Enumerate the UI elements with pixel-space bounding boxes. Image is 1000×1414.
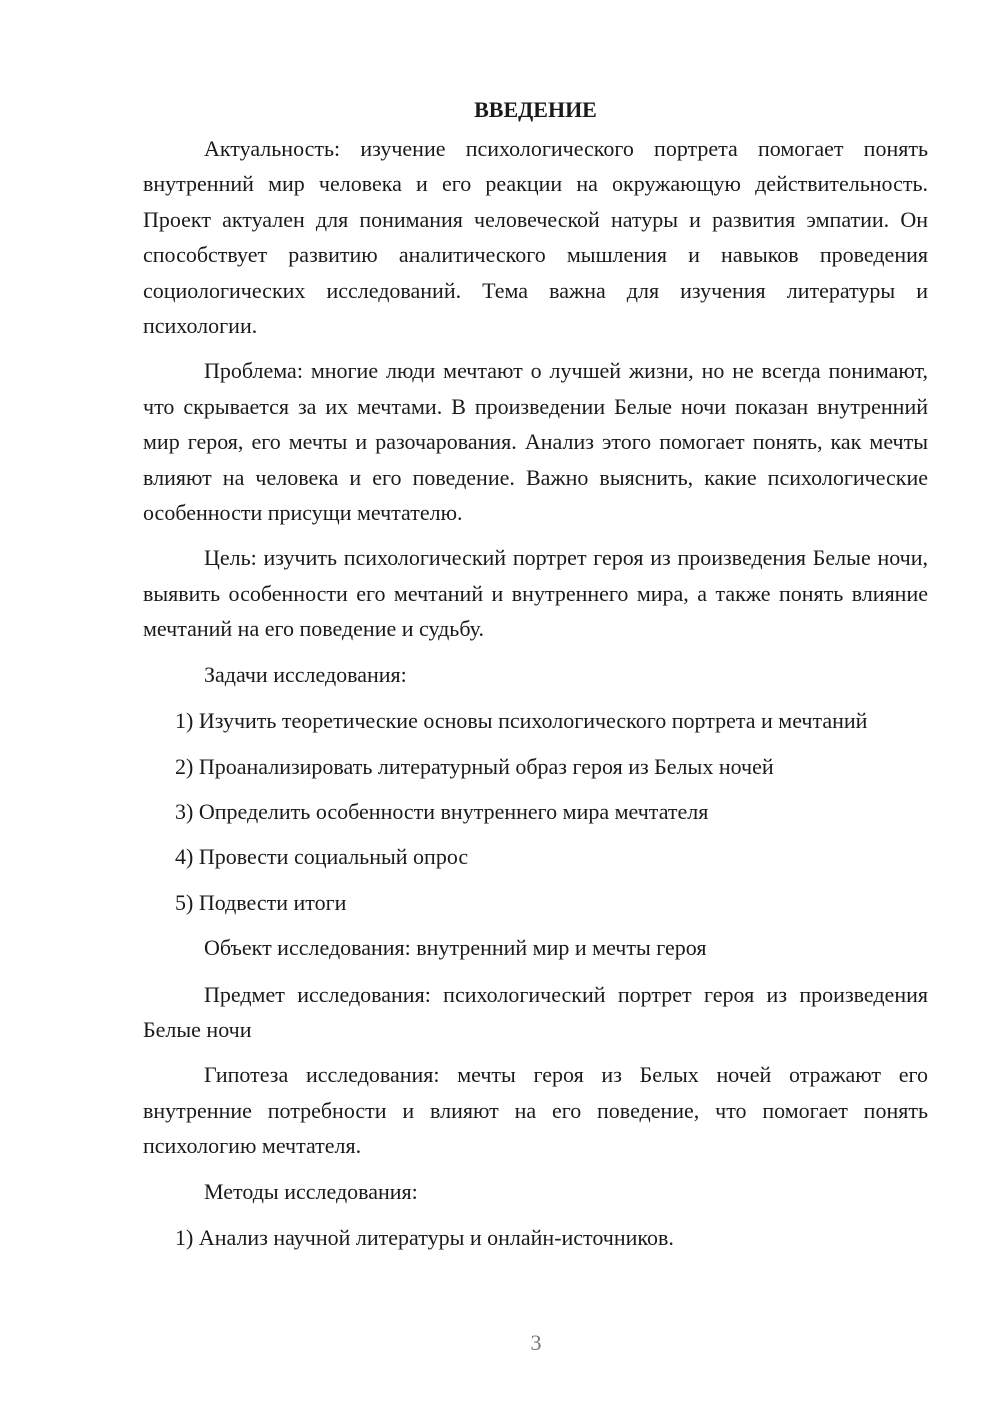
goal-paragraph: Цель: изучить психологический портрет героя из произведения Белые ночи, выявить особенности его мечтаний и внутреннего мира, а также понять влияние мечтаний на его поведение и судьбу.	[143, 545, 928, 642]
document-title: ВВЕДЕНИЕ	[474, 97, 597, 122]
methods-heading: Методы исследования:	[204, 1178, 418, 1204]
document-page	[143, 92, 928, 1265]
task-item: 2) Проанализировать литературный образ героя из Белых ночей	[175, 753, 774, 779]
tasks-list	[143, 703, 928, 920]
hypothesis-paragraph: Гипотеза исследования: мечты героя из Белых ночей отражают его внутренние потребности и влияют на его поведение, что помогает понять психологию мечтателя.	[143, 1062, 928, 1159]
object-paragraph: Объект исследования: внутренний мир и мечты героя	[204, 935, 707, 961]
relevance-paragraph: Актуальность: изучение психологического портрета помогает понять внутренний мир человека и его реакции на окружающую действительность. Проект актуален для понимания человеческой натуры и развития эмпатии. Он способствует развитию аналитического мышления и навыков проведения социологических исследований. Тема важна для изучения литературы и психологии.	[143, 136, 928, 339]
method-item: 1) Анализ научной литературы и онлайн-источников.	[175, 1224, 674, 1250]
methods-list	[143, 1220, 928, 1255]
tasks-heading: Задачи исследования:	[204, 661, 407, 687]
task-item: 3) Определить особенности внутреннего мира мечтателя	[175, 798, 709, 824]
page-number: 3	[530, 1330, 542, 1355]
subject-paragraph: Предмет исследования: психологический портрет героя из произведения Белые ночи	[143, 981, 928, 1042]
task-item: 4) Провести социальный опрос	[175, 844, 469, 870]
task-item: 5) Подвести итоги	[175, 889, 347, 915]
task-item: 1) Изучить теоретические основы психологического портрета и мечтаний	[175, 708, 868, 734]
problem-paragraph: Проблема: многие люди мечтают о лучшей жизни, но не всегда понимают, что скрывается за их мечтами. В произведении Белые ночи показан внутренний мир героя, его мечты и разочарования. Анализ этого помогает понять, как мечты влияют на человека и его поведение. Важно выяснить, какие психологические особенности присущи мечтателю.	[143, 358, 928, 526]
